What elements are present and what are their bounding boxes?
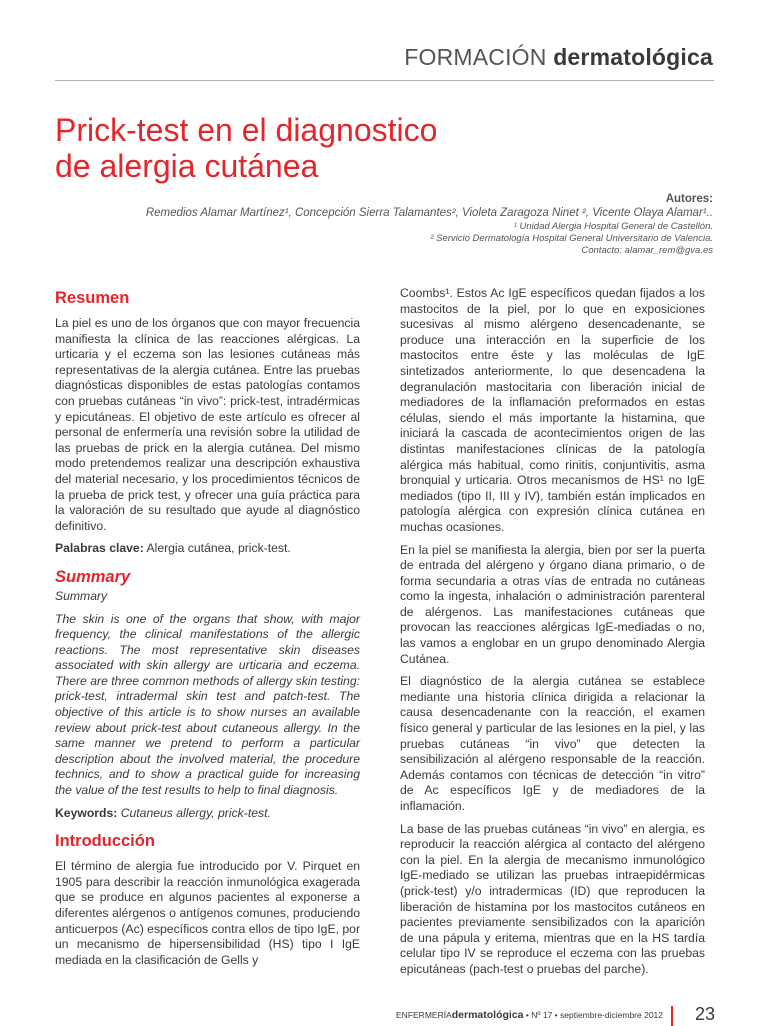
page-footer: [380, 1004, 715, 1026]
page-number: 23: [694, 1004, 715, 1024]
footer-divider: [671, 1006, 673, 1026]
article-title: [55, 112, 437, 184]
intro-heading: Introducción: [55, 832, 155, 851]
title-line-2: de alergia cutánea: [55, 148, 319, 184]
affiliation-1: ¹ Unidad Alergia Hospital General de Castellón.: [513, 221, 713, 232]
summary-subheading: Summary: [55, 588, 108, 603]
intro-paragraph-1: El término de alergia fue introducido por V. Pirquet en 1905 para describir la reacción inmunológica exagerada que se produce en algunos pacientes al exponerse a diferentes alérgenos o antígenos comunes, produciendo anticuerpos (Ac) específicos contra ellos de tipo IgE, por un mecanismo de hipersensibilidad (HS) tipo I IgE mediada en la clasificación de Gells y: [55, 859, 360, 967]
journal-name-bold: dermatológica: [451, 1009, 524, 1021]
body-paragraph-2: En la piel se manifiesta la alergia, bien por ser la puerta de entrada del alérgeno y órgano diana primario, o de forma secundaria a otras vías de entrada no cutáneas como la ingesta, inhalación o administración parenteral de alérgenos. Las manifestaciones cutáneas que provocan las reacciones alérgicas IgE-mediadas o no, las vamos a englobar en un grupo denominado Alergia Cutánea.: [400, 542, 705, 666]
resumen-text: La piel es uno de los órganos que con mayor frecuencia manifiesta la clínica de las reacciones alérgicas. La urticaria y el eczema son las lesiones cutáneas más representativas de la alergia cutánea. Entre las pruebas diagnósticas disponibles de estas patologías contamos con pruebas cutáneas “in vivo”: prick-test, intradérmicas y epicutáneas. El objetivo de este artículo es ofrecer al personal de enfermería una revisión sobre la utilidad de las pruebas de prick en la alergia cutánea. Del mismo modo pretendemos realizar una descripción exhaustiva del material necesario, y los procedimientos técnicos de la prueba de prick test, y ofrecer una guía práctica para la valoración de su resultado que ayude al diagnóstico definitivo.: [55, 316, 360, 533]
section-label-bold: dermatológica: [553, 44, 713, 70]
summary-text: The skin is one of the organs that show, with major frequency, the clinical manifestations of the allergic reactions. The most representative skin diseases associated with skin allergy are urticaria and eczema. There are three common methods of allergy skin testing: prick-test, intradermal skin test and patch-test. The objective of this article is to show nurses an available review about prick-test about cutaneous allergy. In the same manner we pretend to perform a particular description about the involved material, the procedure technics, and to show a practical guide for increasing the value of the test results to help to final diagnosis.: [55, 611, 360, 798]
body-paragraph-1: Coombs¹. Estos Ac IgE específicos quedan fijados a los mastocitos de la piel, por lo que en exposiciones sucesivas al mismo alérgeno desencadenante, se produce una interacción en la superficie de los mastocitos entre éste y las moléculas de IgE sintetizados anteriormente, lo que desencadena la degranulación mastocitaria con liberación inicial de mediadores de la inflamación preformados en estas células, siendo el más importante la histamina, que iniciará la cascada de acontecimientos origen de las distintas manifestaciones clínicas de la patología alérgica más habitual, como rinitis, conjuntivitis, asma bronquial y urticaria. Otros mecanismos de HS¹ no IgE mediados (tipo II, III y IV), también están implicados en patología alérgica con expresión clínica cutánea en muchas ocasiones.: [400, 286, 705, 534]
section-label-light: FORMACIÓN: [404, 44, 547, 70]
title-line-1: Prick-test en el diagnostico: [55, 112, 438, 148]
header-divider: [55, 80, 714, 81]
authors-names: Remedios Alamar Martínez¹, Concepción Sierra Talamantes², Violeta Zaragoza Ninet ², Vicente Olaya Alamar¹..: [145, 207, 713, 219]
resumen-keywords: [55, 541, 360, 557]
issue-info: • Nº 17 • septiembre-diciembre 2012: [525, 1010, 663, 1020]
body-paragraph-4: La base de las pruebas cutáneas “in vivo” en alergia, es reproducir la reacción alérgica al contacto del alérgeno con la piel. En la alergia de mecanismo inmunológico IgE-mediado se utilizan las pruebas intraepidérmicas (prick-test) y/o intradermicas (ID) que reproducen la liberación de histamina por los mastocitos cutáneos en pacientes previamente sensibilizados con la aparición de una pápula y eritema, mientras que en la HS tardía celular tipo IV se reproduce el eczema con las pruebas epicutáneas (pach-test o pruebas del parche).: [400, 821, 705, 976]
keywords-es: Alergia cutánea, prick-test.: [146, 541, 291, 556]
journal-info: [396, 1009, 663, 1021]
affiliation-2: ² Servicio Dermatología Hospital General Universitario de Valencia.: [430, 233, 713, 244]
body-paragraph-3: El diagnóstico de la alergia cutánea se establece mediante una historia clínica dirigida a relacionar la causa desencadenante con la reacción, el examen físico general y particular de las lesiones en la piel, y las pruebas cutáneas “in vivo” que detecten la sensibilización al alérgeno responsable de la reacción. Además contamos con técnicas de detección “in vitro” de Ac específicos IgE y de mediadores de la inflamación.: [400, 674, 705, 813]
journal-name-light: ENFERMERÍA: [396, 1010, 452, 1020]
resumen-heading: Resumen: [55, 289, 130, 307]
keywords-en: Cutaneus allergy, prick-test.: [120, 805, 271, 820]
contact-email[interactable]: Contacto: alamar_rem@gva.es: [581, 245, 713, 256]
keywords-label-en: Keywords:: [55, 805, 118, 820]
summary-heading: Summary: [55, 567, 131, 586]
authors-block: [33, 192, 713, 257]
right-column: [400, 286, 705, 978]
section-label: [404, 44, 713, 71]
keywords-label-es: Palabras clave:: [55, 541, 144, 556]
summary-keywords: [55, 806, 360, 822]
left-column: [55, 286, 360, 968]
authors-label: Autores:: [665, 193, 713, 205]
